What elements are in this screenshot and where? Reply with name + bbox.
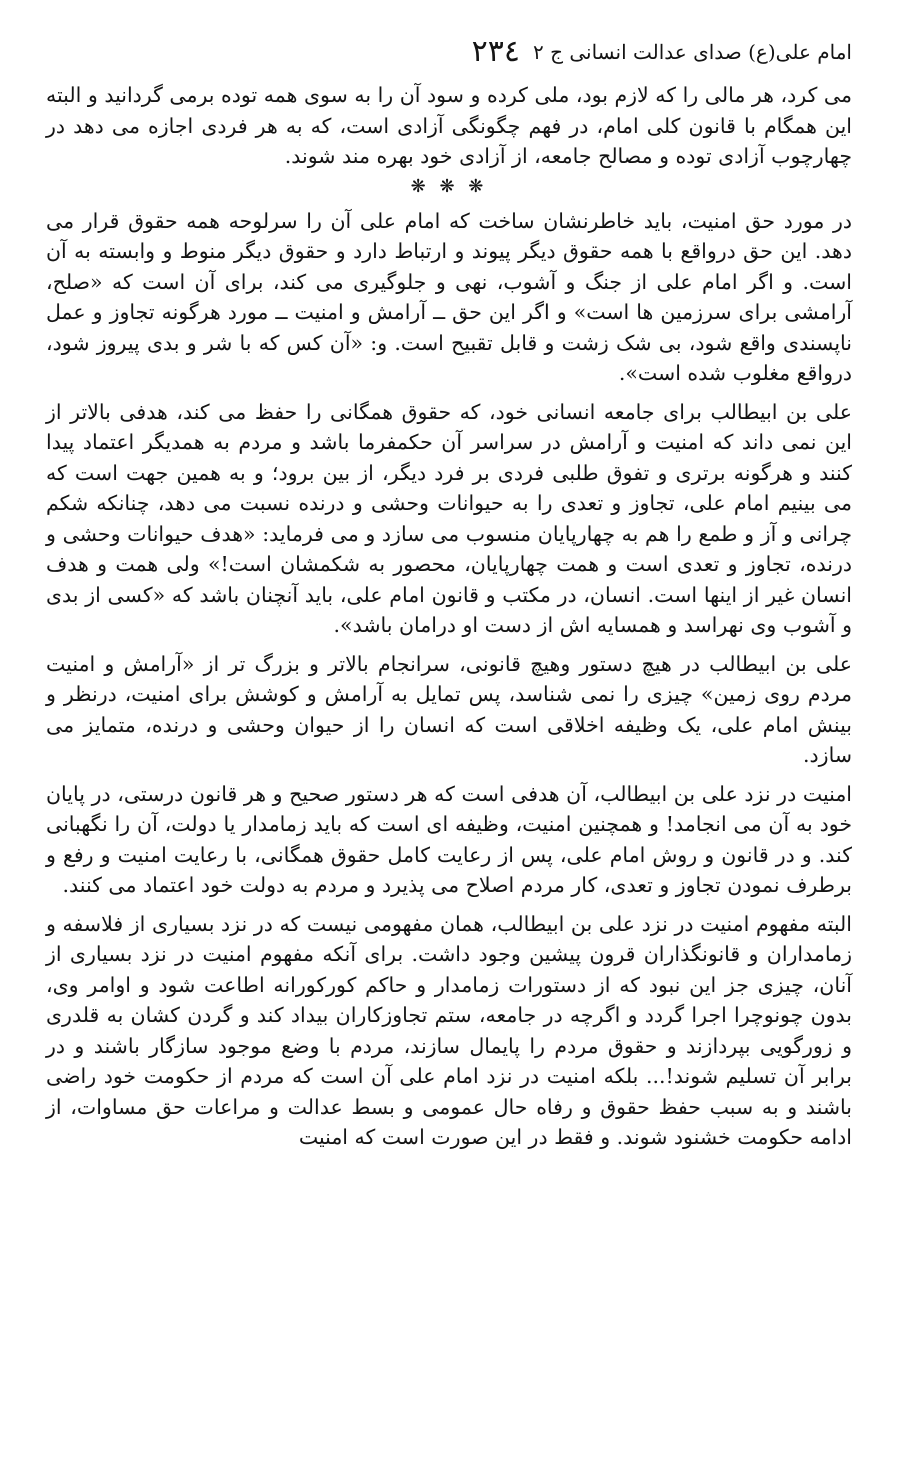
page-header (46, 30, 852, 80)
paragraph: می کرد، هر مالی را که لازم بود، ملی کرده و سود آن را به سوی همه توده برمی گردانید و البته این همگام با قانون کلی امام، در فهم چگونگی آزادی است، که به هر فردی اجازه می دهد در چهارچوب آزادی توده و مصالح جامعه، از آزادی خود بهره مند شوند. (46, 83, 852, 168)
page-number: ۲۳٤ (471, 34, 520, 69)
paragraph: در مورد حق امنیت، باید خاطرنشان ساخت که امام علی آن را سرلوحه همه حقوق قرار می دهد. این حق درواقع با همه حقوق دیگر پیوند و ارتباط دارد و حقوق دیگر منوط و وابسته به آن است. و اگر امام علی از جنگ و آشوب، نهی و جلوگیری می کند، برای آن است که «صلح، آرامشی برای سرزمین ها است» و اگر این حق ــ آرامش و امنیت ــ مورد هرگونه تجاوز و عمل ناپسندی واقع شود، بی شک زشت و قابل تقبیح است. و: «آن کس که با شر و بدی پیروز شود، درواقع مغلوب شده است». (46, 208, 852, 385)
section-separator: ❋ ❋ ❋ (410, 175, 488, 197)
paragraph: علی بن ابیطالب در هیچ دستور وهیچ قانونی، سرانجام بالاتر و بزرگ تر از «آرامش و امنیت مردم روی زمین» چیزی را نمی شناسد، پس تمایل به آرامش و کوشش برای امنیت، درنظر و بینش امام علی، یک وظیفه اخلاقی است که انسان را از حیوان وحشی و درنده، متمایز می سازد. (46, 651, 852, 767)
paragraph: امنیت در نزد علی بن ابیطالب، آن هدفی است که هر دستور صحیح و هر قانون درستی، در پایان خود به آن می انجامد! و همچنین امنیت، وظیفه ای است که باید زمامدار یا دولت، آن را نگهبانی کند. و در قانون و روش امام علی، پس از رعایت کامل حقوق همگانی، با رعایت امنیت و رفع و برطرف نمودن تجاوز و تعدی، کار مردم اصلاح می پذیرد و مردم به دولت خود اعتماد می کنند. (46, 781, 852, 897)
paragraph: علی بن ابیطالب برای جامعه انسانی خود، که حقوق همگانی را حفظ می کند، هدفی بالاتر از این نمی داند که امنیت و آرامش در سراسر آن حکمفرما باشد و مردم به همدیگر اعتماد پیدا کنند و هرگونه برتری و تفوق طلبی فردی بر فرد دیگر، از بین برود؛ و به همین جهت است که می بینیم امام علی، تجاوز و تعدی را به حیوانات وحشی و درنده نسبت می دهد، چنانکه شکم چرانی و آز و طمع را هم به چهارپایان منسوب می سازد و می فرماید: «هدف حیوانات وحشی و درنده، تجاوز و تعدی است و همت چهارپایان، محصور به شکمشان است!» ولی همت و هدف انسان غیر از اینها است. انسان، در مکتب و قانون امام علی، باید آنچنان باشد که «کسی از بدی و آشوب وی نهراسد و همسایه اش از دست او درامان باشد». (46, 399, 852, 637)
paragraph: البته مفهوم امنیت در نزد علی بن ابیطالب، همان مفهومی نیست که در نزد بسیاری از فلاسفه و زمامداران و قانونگذاران قرون پیشین وجود داشت. برای آنکه مفهوم امنیت در نزد بسیاری از آنان، چیزی جز این نبود که از دستورات زمامدار و حاکم کورکورانه اطاعت شود و اوامر وی، بدون چونوچرا اجرا گردد و اگرچه در جامعه، ستم تجاوزکاران بیداد کند و گردن کشان به قلدری و زورگویی بپردازند و حقوق مردم را پایمال سازند، مردم با وضع موجود سازگار باشند و در برابر آن تسلیم شوند!... بلکه امنیت در نزد امام علی آن است که مردم از حکومت خود راضی باشند و به سبب حفظ حقوق و رفاه حال عمومی و بسط عدالت و مراعات حق مساوات، از ادامه حکومت خشنود شوند. و فقط در این صورت است که امنیت (46, 911, 852, 1149)
page-body (46, 80, 852, 1153)
running-title: امام علی(ع) صدای عدالت انسانی ج ۲ (532, 40, 852, 64)
